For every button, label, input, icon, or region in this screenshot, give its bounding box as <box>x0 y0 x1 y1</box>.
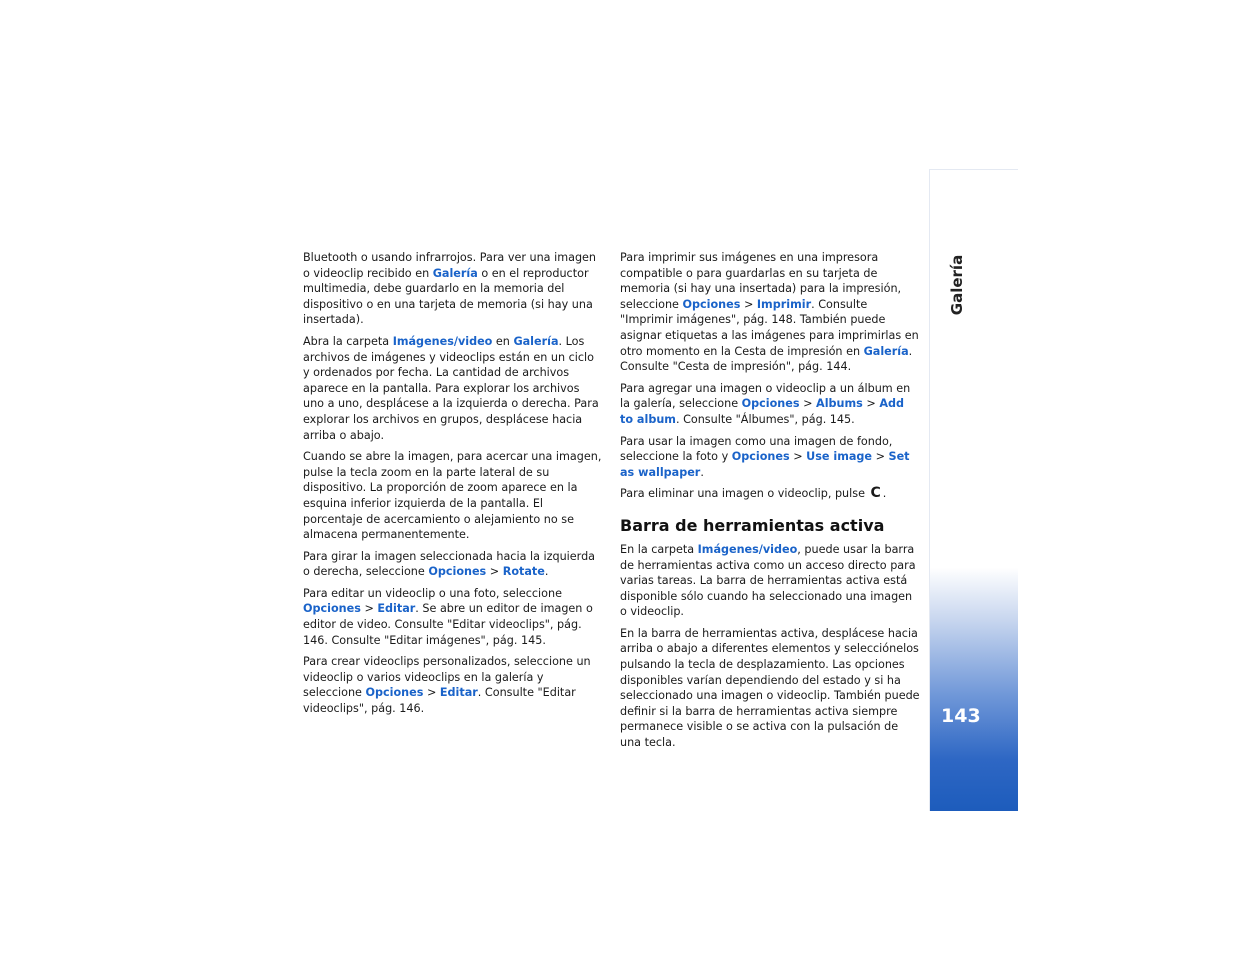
left-column <box>303 250 603 723</box>
menu-term: Add to album <box>620 397 905 426</box>
menu-term: Opciones <box>731 450 790 464</box>
menu-term: Opciones <box>682 297 741 311</box>
menu-term: Set as wallpaper <box>620 450 910 479</box>
clear-key-icon: C <box>870 485 881 502</box>
menu-term: Galería <box>432 266 478 280</box>
paragraph: En la barra de herramientas activa, desplácese hacia arriba o abajo a diferentes elementos y selecciónelos pulsando la tecla de desplazamiento. Las opciones disponibles varían dependiendo del estado y si ha seleccionado una imagen o videoclip. También puede definir si la barra de herramientas activa siempre permanece visible o se activa con la pulsación de una tecla. <box>620 626 920 750</box>
menu-term: Imprimir <box>756 297 812 311</box>
menu-term: Rotate <box>502 565 545 579</box>
menu-term: Imágenes/video <box>392 334 493 348</box>
paragraph: Para girar la imagen seleccionada hacia la izquierda o derecha, seleccione Opciones > Rotate. <box>303 549 596 579</box>
menu-term: Opciones <box>741 397 800 411</box>
paragraph: Para imprimir sus imágenes en una impresora compatible o para guardarlas en su tarjeta de memoria (si hay una insertada) para la impresión, seleccione Opciones > Imprimir. Consulte "Imprimir imágenes", pág. 148. También puede asignar etiquetas a las imágenes para imprimirlas en otro momento en la Cesta de impresión en Galería. Consulte "Cesta de impresión", pág. 144. <box>620 251 919 374</box>
section-label <box>944 255 970 315</box>
page-number: 143 <box>941 705 981 727</box>
right-column <box>620 250 920 757</box>
menu-term: Opciones <box>428 565 487 579</box>
menu-term: Editar <box>439 686 478 700</box>
menu-term: Use image <box>806 450 873 464</box>
menu-term: Opciones <box>303 602 361 616</box>
section-title: Galería <box>948 254 967 316</box>
paragraph: Cuando se abre la imagen, para acercar una imagen, pulse la tecla zoom en la parte lateral de su dispositivo. La proporción de zoom aparece en la esquina inferior izquierda de la pantalla. El porcentaje de acercamiento o alejamiento no se almacena permanentemente. <box>303 450 602 542</box>
menu-term: Opciones <box>365 686 424 700</box>
menu-term: Galería <box>863 344 909 358</box>
paragraph: Para agregar una imagen o videoclip a un álbum en la galería, seleccione Opciones > Albums > Add to album. Consulte "Álbumes", pág. 145. <box>620 381 911 426</box>
paragraph: Para eliminar una imagen o videoclip, pulse C . <box>620 485 887 502</box>
paragraph: Para editar un videoclip o una foto, seleccione Opciones > Editar. Se abre un editor de imagen o editor de video. Consulte "Editar videoclips", pág. 146. Consulte "Editar imágenes", pág. 145. <box>303 586 593 647</box>
menu-term: Galería <box>513 334 559 348</box>
paragraph: Bluetooth o usando infrarrojos. Para ver una imagen o videoclip recibido en Galería o en el reproductor multimedia, debe guardarlo en la memoria del dispositivo o en una tarjeta de memoria (si hay una insertada). <box>303 251 597 327</box>
paragraph: Abra la carpeta Imágenes/video en Galería. Los archivos de imágenes y videoclips están en un ciclo y ordenados por fecha. La cantidad de archivos aparece en la pantalla. Para explorar los archivos uno a uno, desplácese a la izquierda o derecha. Para explorar los archivos en grupos, desplácese hacia arriba o abajo. <box>303 334 599 442</box>
section-heading: Barra de herramientas activa <box>620 515 885 535</box>
paragraph: En la carpeta Imágenes/video, puede usar la barra de herramientas activa como un acceso directo para varias tareas. La barra de herramientas activa está disponible sólo cuando ha seleccionado una imagen o videoclip. <box>620 542 916 619</box>
paragraph: Para usar la imagen como una imagen de fondo, seleccione la foto y Opciones > Use image > Set as wallpaper. <box>620 434 910 479</box>
paragraph: Para crear videoclips personalizados, seleccione un videoclip o varios videoclips en la galería y seleccione Opciones > Editar. Consulte "Editar videoclips", pág. 146. <box>303 655 591 716</box>
menu-term: Albums <box>816 397 863 411</box>
menu-term: Editar <box>377 602 416 616</box>
menu-term: Imágenes/video <box>697 542 798 556</box>
